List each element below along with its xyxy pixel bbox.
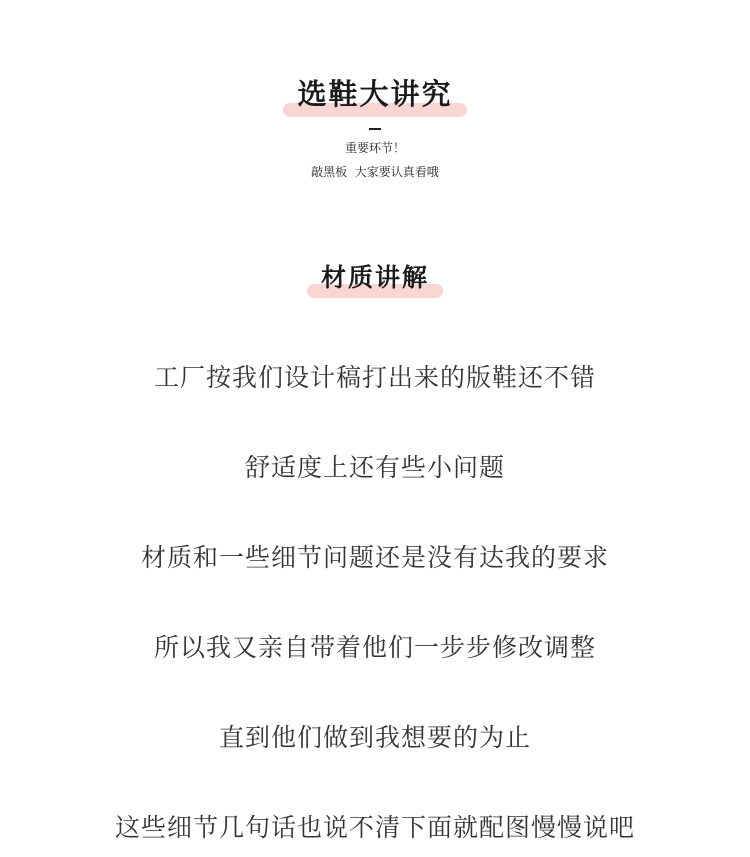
subtitle-notice: 敲黑板 大家要认真看哦: [311, 165, 439, 179]
paragraph-line: 工厂按我们设计稿打出来的版鞋还不错: [153, 363, 596, 392]
subtitle-important: 重要环节！: [344, 141, 405, 155]
paragraph-line: 材质和一些细节问题还是没有达我的要求: [140, 543, 609, 572]
paragraph-line: 直到他们做到我想要的为止: [218, 723, 531, 752]
paragraph-line: 这些细节几句话也说不清下面就配图慢慢说吧: [114, 813, 635, 842]
main-title: 选鞋大讲究: [297, 72, 452, 113]
section-heading: [0, 258, 750, 294]
paragraph-line: 舒适度上还有些小问题: [244, 453, 505, 482]
section-title: 材质讲解: [321, 258, 429, 294]
paragraph-line: 所以我又亲自带着他们一步步修改调整: [153, 633, 596, 662]
main-heading: [0, 72, 750, 113]
title-divider: [369, 128, 381, 130]
